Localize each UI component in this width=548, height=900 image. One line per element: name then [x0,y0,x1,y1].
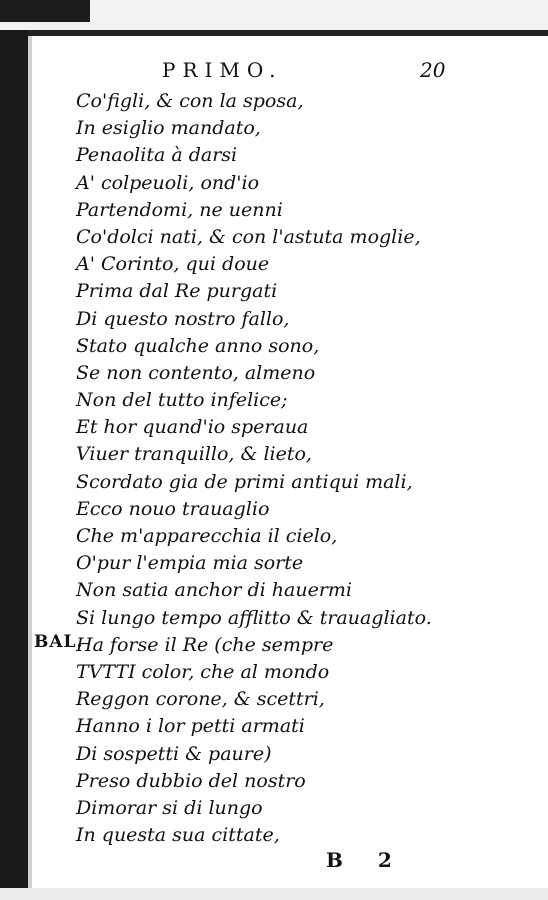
verse-line: Non satia anchor di hauermi [76,579,353,602]
verse-line: In questa sua cittate, [76,824,280,847]
verse-line: Non del tutto infelice; [76,389,288,412]
verse-line: Ha forse il Re (che sempre [76,633,334,656]
verse-line: Si lungo tempo afflitto & trauagliato. [76,606,432,629]
verse-line: A' Corinto, qui doue [76,253,270,276]
verse-line: Ecco nouo trauaglio [76,497,270,520]
verse-line: Penaolita à darsi [76,144,238,167]
verse-line: Stato qualche anno sono, [76,334,320,357]
page-bottom-margin [0,888,548,900]
verse-line: Scordato gia de primi antiqui mali, [76,470,413,493]
verse-line: Co'figli, & con la sposa, [76,90,304,112]
verse-line: Reggon corone, & scettri, [76,688,325,711]
book-cover-edge [0,0,90,22]
verse-line: Di questo nostro fallo, [76,307,290,330]
verse-text [76,88,432,849]
verse-line: A' colpeuoli, ond'io [76,171,260,194]
verse-line: TVTTI color, che al mondo [76,660,330,683]
verse-line: Viuer tranquillo, & lieto, [76,443,312,466]
verse-line: Dimorar si di lungo [76,796,263,819]
signature-mark: B 2 [326,848,406,872]
verse-line: Prima dal Re purgati [76,280,278,303]
verse-line: Et hor quand'io speraua [76,416,309,439]
speaker-label: BAL. [34,632,84,652]
page-top-shadow [0,30,548,36]
verse-line: In esiglio mandato, [76,117,261,140]
verse-line: Co'dolci nati, & con l'astuta moglie, [76,225,421,248]
verse-line: Che m'apparecchia il cielo, [76,525,338,547]
page-gutter [28,36,32,900]
verse-line: Di sospetti & paure) [76,742,272,765]
verse-line: O'pur l'empia mia sorte [76,552,304,575]
verse-line: Preso dubbio del nostro [76,769,306,792]
book-binding-edge [0,30,28,900]
verse-line: Partendomi, ne uenni [76,198,283,221]
verse-line: Se non contento, almeno [76,361,316,384]
running-head: PRIMO. [162,58,283,82]
verse-line: Hanno i lor petti armati [76,715,305,738]
page-number: 20 [420,58,446,82]
